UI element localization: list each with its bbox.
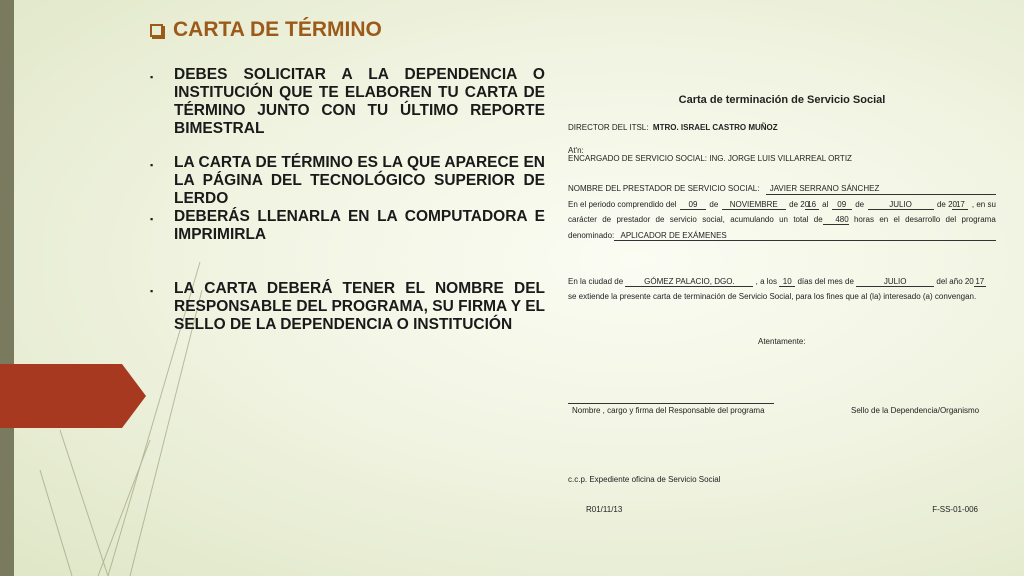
character-line — [568, 215, 996, 225]
denominado-line — [568, 231, 727, 240]
red-arrow-tab — [0, 364, 146, 428]
square-bullet-icon: ▪ — [150, 160, 154, 170]
period-end-day: 09 — [832, 200, 852, 210]
program-name: APLICADOR DE EXÁMENES — [620, 231, 727, 240]
square-bullet-icon: ▪ — [150, 72, 154, 82]
period-line — [568, 200, 996, 210]
termination-letter — [568, 0, 996, 576]
signature-line — [568, 403, 774, 404]
hours-field: 480 — [823, 215, 849, 225]
director-label: DIRECTOR DEL ITSL: — [568, 123, 649, 132]
city-text: , a los — [755, 277, 777, 286]
prestador-label: NOMBRE DEL PRESTADOR DE SERVICIO SOCIAL: — [568, 184, 760, 193]
bullet-text: LA CARTA DEBERÁ TENER EL NOMBRE DEL RESPONSABLE DEL PROGRAMA, SU FIRMA Y EL SELLO DE LA DEPENDENCIA O INSTITUCIÓN — [174, 280, 545, 333]
period-start-year: 16 — [805, 200, 819, 210]
city-text: En la ciudad de — [568, 277, 624, 286]
encargado-line: ENCARGADO DE SERVICIO SOCIAL: ING. JORGE LUIS VILLARREAL ORTIZ — [568, 154, 852, 163]
period-end-year: 17 — [952, 200, 968, 210]
character-word: de — [602, 215, 612, 224]
bullet-list — [150, 66, 545, 334]
period-text: de 20 — [789, 200, 810, 209]
square-bullet-icon: ▪ — [150, 214, 154, 224]
character-word: carácter — [568, 215, 597, 224]
period-text: de — [855, 200, 865, 209]
character-word: horas — [853, 215, 874, 224]
character-word: un — [779, 215, 789, 224]
attn-label: At'n: — [568, 146, 584, 155]
slide-title — [150, 18, 382, 42]
character-word: de — [813, 215, 823, 224]
city-text: días del mes de — [797, 277, 854, 286]
character-word: acumulando — [730, 215, 774, 224]
bullet-text: LA CARTA DE TÉRMINO ES LA QUE APARECE EN LA PÁGINA DEL TECNOLÓGICO SUPERIOR DE LERDO — [174, 154, 545, 207]
director-name: MTRO. ISRAEL CASTRO MUÑOZ — [652, 123, 778, 132]
character-word: social, — [702, 215, 725, 224]
bullet-item — [150, 208, 545, 280]
prestador-underline — [766, 194, 996, 195]
period-start-month: NOVIEMBRE — [722, 200, 786, 210]
seal-label: Sello de la Dependencia/Organismo — [851, 406, 980, 415]
city-text: del año 20 — [936, 277, 974, 286]
bullet-text: DEBES SOLICITAR A LA DEPENDENCIA O INSTITUCIÓN QUE TE ELABOREN TU CARTA DE TÉRMINO JUNTO CON TU ÚLTIMO REPORTE BIMESTRAL — [174, 66, 545, 137]
period-text: , en su — [971, 200, 996, 209]
slide-title-text: CARTA DE TÉRMINO — [173, 18, 382, 41]
letter-title: Carta de terminación de Servicio Social — [678, 94, 886, 106]
character-word: del — [945, 215, 957, 224]
program-underline — [614, 240, 996, 241]
bullet-item — [150, 280, 545, 334]
character-word: prestador — [616, 215, 651, 224]
extend-text: se extiende la presente carta de terminación de Servicio Social, para los fines que al (la) interesado (a) convengan. — [568, 292, 977, 301]
atentamente: Atentamente: — [758, 337, 806, 346]
bullet-text: DEBERÁS LLENARLA EN LA COMPUTADORA E IMPRIMIRLA — [174, 208, 545, 243]
period-text: de 20 — [936, 200, 957, 209]
character-word: en — [879, 215, 889, 224]
director-line — [568, 123, 778, 132]
city-field: GÓMEZ PALACIO, DGO. — [625, 277, 753, 287]
character-word: programa — [961, 215, 996, 224]
bullet-item — [150, 66, 545, 154]
year-field: 17 — [975, 277, 985, 286]
footer-form-code: F-SS-01-006 — [932, 505, 978, 514]
character-word: total — [793, 215, 809, 224]
character-word: servicio — [669, 215, 697, 224]
day-field: 10 — [779, 277, 795, 287]
character-word: desarrollo — [905, 215, 941, 224]
character-word: de — [655, 215, 665, 224]
period-text: En el periodo comprendido del — [568, 200, 677, 209]
ccp-line: c.c.p. Expediente oficina de Servicio Social — [568, 475, 721, 484]
period-text: al — [822, 200, 829, 209]
prestador-line — [568, 184, 879, 193]
signature-label: Nombre , cargo y firma del Responsable del programa — [572, 406, 765, 415]
month-field: JULIO — [856, 277, 934, 287]
checkbox-bullet-icon — [150, 24, 163, 37]
denominado-label: denominado: — [568, 231, 615, 240]
period-text: de — [709, 200, 719, 209]
city-line — [568, 277, 986, 287]
period-end-month: JULIO — [868, 200, 934, 210]
square-bullet-icon: ▪ — [150, 286, 154, 296]
prestador-name: JAVIER SERRANO SÁNCHEZ — [769, 184, 880, 193]
bullet-item — [150, 154, 545, 208]
period-start-day: 09 — [680, 200, 706, 210]
character-word: el — [893, 215, 900, 224]
footer-revision: R01/11/13 — [586, 505, 623, 514]
